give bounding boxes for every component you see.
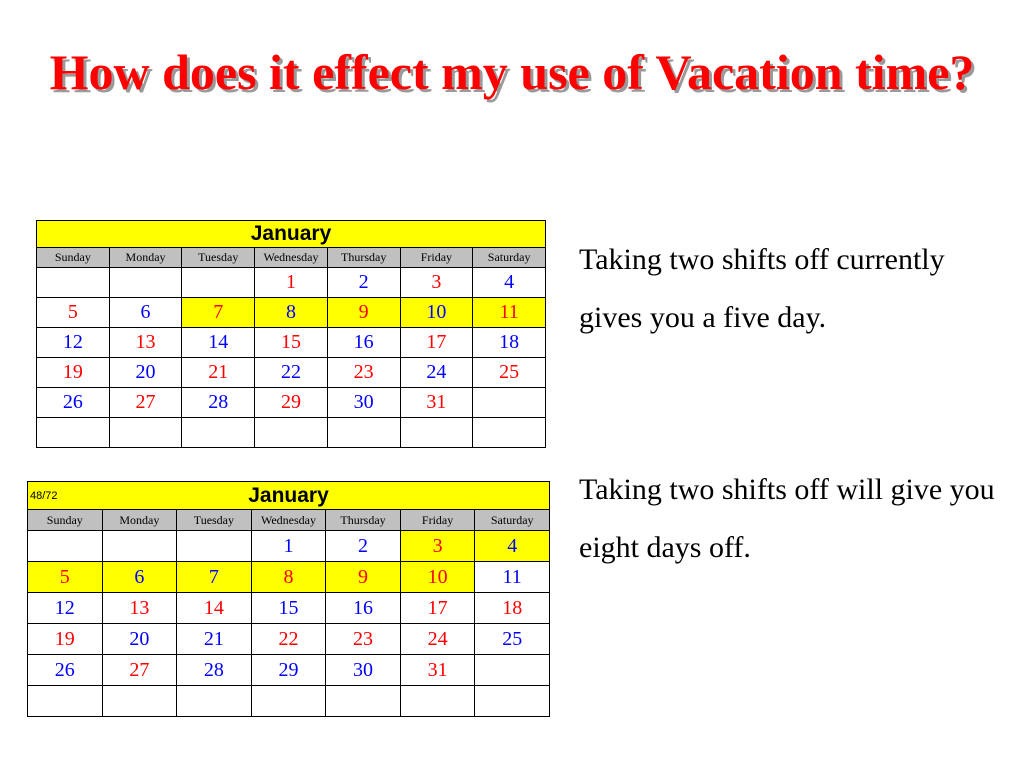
day-cell: 18	[475, 593, 550, 624]
weekday-label: Thursday	[327, 248, 400, 268]
day-cell: 30	[326, 655, 401, 686]
calendar-current	[36, 220, 546, 448]
day-cell	[109, 268, 182, 298]
day-cell: 18	[473, 328, 546, 358]
week-row	[28, 562, 550, 593]
week-row	[28, 624, 550, 655]
day-cell: 16	[327, 328, 400, 358]
day-cell: 25	[473, 358, 546, 388]
day-cell	[182, 268, 255, 298]
day-cell: 27	[102, 655, 177, 686]
day-cell: 14	[182, 328, 255, 358]
day-cell: 12	[37, 328, 110, 358]
day-cell: 26	[37, 388, 110, 418]
day-cell	[102, 686, 177, 717]
weekday-label: Saturday	[475, 510, 550, 531]
week-row	[28, 531, 550, 562]
day-cell: 5	[37, 298, 110, 328]
weekday-label: Tuesday	[177, 510, 252, 531]
day-cell	[28, 531, 103, 562]
day-cell: 29	[255, 388, 328, 418]
day-cell: 29	[251, 655, 326, 686]
day-cell: 1	[255, 268, 328, 298]
day-cell	[28, 686, 103, 717]
day-cell: 6	[102, 562, 177, 593]
explanation-proposed: Taking two shifts off will give you eight days off.	[579, 473, 995, 564]
calendar-proposed	[27, 481, 550, 717]
day-cell: 17	[400, 328, 473, 358]
day-cell	[326, 686, 401, 717]
day-cell: 3	[400, 531, 475, 562]
weekday-label: Sunday	[28, 510, 103, 531]
day-cell: 7	[177, 562, 252, 593]
day-cell: 12	[28, 593, 103, 624]
day-cell: 26	[28, 655, 103, 686]
day-cell	[255, 418, 328, 448]
day-cell: 9	[326, 562, 401, 593]
week-row	[28, 593, 550, 624]
day-cell: 5	[28, 562, 103, 593]
day-cell: 19	[37, 358, 110, 388]
weekday-label: Saturday	[473, 248, 546, 268]
day-cell	[177, 531, 252, 562]
day-cell: 20	[109, 358, 182, 388]
day-cell: 8	[255, 298, 328, 328]
month-name: January	[248, 483, 329, 507]
weekday-label: Thursday	[326, 510, 401, 531]
day-cell: 25	[475, 624, 550, 655]
weekday-header-row	[28, 510, 550, 531]
day-cell	[475, 655, 550, 686]
day-cell: 23	[326, 624, 401, 655]
month-name: January	[250, 222, 332, 245]
day-cell: 2	[327, 268, 400, 298]
day-cell: 4	[473, 268, 546, 298]
weekday-label: Monday	[109, 248, 182, 268]
day-cell: 15	[251, 593, 326, 624]
day-cell: 21	[177, 624, 252, 655]
day-cell: 3	[400, 268, 473, 298]
week-row	[37, 358, 546, 388]
month-header	[37, 221, 546, 248]
day-cell: 13	[102, 593, 177, 624]
day-cell: 11	[473, 298, 546, 328]
day-cell	[251, 686, 326, 717]
day-cell: 28	[182, 388, 255, 418]
day-cell: 11	[475, 562, 550, 593]
week-row	[28, 686, 550, 717]
day-cell: 24	[400, 624, 475, 655]
week-row	[37, 418, 546, 448]
weekday-label: Monday	[102, 510, 177, 531]
weekday-label: Friday	[400, 510, 475, 531]
day-cell	[37, 418, 110, 448]
day-cell: 21	[182, 358, 255, 388]
slide-title: How does it effect my use of Vacation time?	[49, 44, 975, 100]
day-cell: 23	[327, 358, 400, 388]
day-cell	[475, 686, 550, 717]
month-header	[28, 482, 550, 510]
day-cell: 9	[327, 298, 400, 328]
day-cell: 10	[400, 298, 473, 328]
weekday-label: Tuesday	[182, 248, 255, 268]
week-row	[37, 298, 546, 328]
weekday-label: Friday	[400, 248, 473, 268]
day-cell	[327, 418, 400, 448]
day-cell: 8	[251, 562, 326, 593]
day-cell: 10	[400, 562, 475, 593]
weekday-header-row	[37, 248, 546, 268]
day-cell: 24	[400, 358, 473, 388]
day-cell	[182, 418, 255, 448]
day-cell	[400, 418, 473, 448]
day-cell: 13	[109, 328, 182, 358]
week-row	[37, 268, 546, 298]
day-cell: 4	[475, 531, 550, 562]
day-cell	[400, 686, 475, 717]
page-number: 48/72	[30, 489, 58, 502]
day-cell: 14	[177, 593, 252, 624]
day-cell: 30	[327, 388, 400, 418]
week-row	[28, 655, 550, 686]
day-cell	[473, 388, 546, 418]
day-cell: 22	[251, 624, 326, 655]
week-row	[37, 388, 546, 418]
day-cell	[109, 418, 182, 448]
day-cell: 31	[400, 655, 475, 686]
day-cell: 7	[182, 298, 255, 328]
weekday-label: Wednesday	[251, 510, 326, 531]
day-cell: 27	[109, 388, 182, 418]
day-cell: 28	[177, 655, 252, 686]
day-cell: 20	[102, 624, 177, 655]
day-cell: 17	[400, 593, 475, 624]
day-cell: 31	[400, 388, 473, 418]
week-row	[37, 328, 546, 358]
day-cell: 22	[255, 358, 328, 388]
day-cell	[473, 418, 546, 448]
day-cell: 15	[255, 328, 328, 358]
day-cell	[37, 268, 110, 298]
explanation-current: Taking two shifts off currently gives you a five day.	[579, 243, 945, 334]
weekday-label: Sunday	[37, 248, 110, 268]
day-cell: 16	[326, 593, 401, 624]
day-cell: 19	[28, 624, 103, 655]
day-cell	[177, 686, 252, 717]
day-cell: 1	[251, 531, 326, 562]
day-cell: 2	[326, 531, 401, 562]
weekday-label: Wednesday	[255, 248, 328, 268]
day-cell: 6	[109, 298, 182, 328]
day-cell	[102, 531, 177, 562]
